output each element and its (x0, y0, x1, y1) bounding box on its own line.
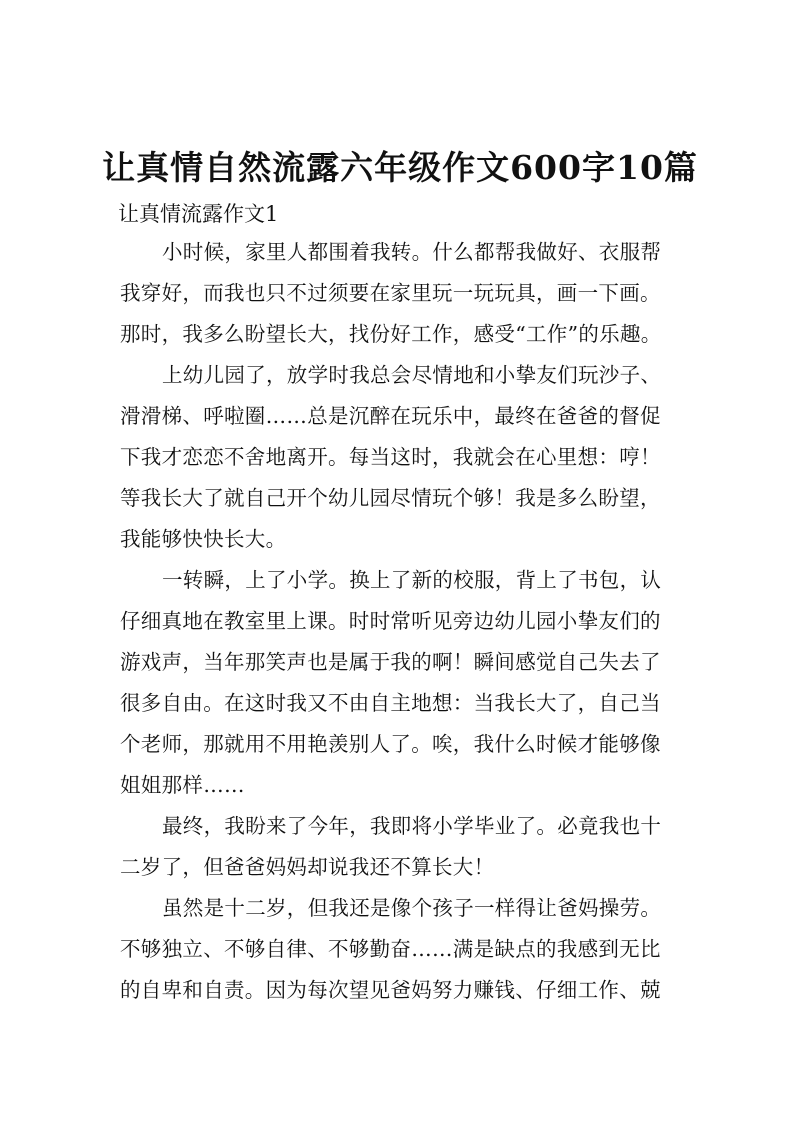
text-line: 下我才恋恋不舍地离开。每当这时，我就会在心里想：哼！ (120, 445, 661, 469)
paragraph-4 (120, 806, 682, 888)
text-line: 姐姐那样…… (120, 773, 245, 797)
text-line: 那时，我多么盼望长大，找份好工作，感受“工作”的乐趣。 (120, 322, 662, 346)
text-line: 小时候，家里人都围着我转。什么都帮我做好、衣服帮 (162, 240, 662, 264)
text-line: 最终，我盼来了今年，我即将小学毕业了。必竟我也十 (162, 814, 662, 838)
text-line: 我能够快快长大。 (120, 527, 287, 551)
text-line: 的自卑和自责。因为每次望见爸妈努力赚钱、仔细工作、兢 (120, 978, 661, 1002)
text-line: 二岁了，但爸爸妈妈却说我还不算长大！ (120, 855, 495, 879)
text-line: 一转瞬，上了小学。换上了新的校服，背上了书包，认 (162, 568, 662, 592)
text-line: 上幼儿园了，放学时我总会尽情地和小挚友们玩沙子、 (162, 363, 662, 387)
text-line: 仔细真地在教室里上课。时时常听见旁边幼儿园小挚友们的 (120, 609, 661, 633)
text-line: 个老师，那就用不用艳羡别人了。唉，我什么时候才能够像 (120, 732, 661, 756)
text-line: 很多自由。在这时我又不由自主地想：当我长大了，自己当 (120, 691, 661, 715)
paragraph-3 (120, 560, 682, 806)
text-line: 不够独立、不够自律、不够勤奋……满是缺点的我感到无比 (120, 937, 661, 961)
document-title: 让真情自然流露六年级作文600字10篇 (102, 148, 698, 188)
text-line: 等我长大了就自己开个幼儿园尽情玩个够！我是多么盼望， (120, 486, 661, 510)
document-body (120, 232, 682, 1011)
section-heading: 让真情流露作文1 (118, 202, 279, 226)
paragraph-1 (120, 232, 682, 355)
text-line: 滑滑梯、呼啦圈……总是沉醉在玩乐中，最终在爸爸的督促 (120, 404, 661, 428)
text-line: 游戏声，当年那笑声也是属于我的啊！瞬间感觉自己失去了 (120, 650, 661, 674)
paragraph-5 (120, 888, 682, 1011)
paragraph-2 (120, 355, 682, 560)
text-line: 虽然是十二岁，但我还是像个孩子一样得让爸妈操劳。 (162, 896, 662, 920)
text-line: 我穿好，而我也只不过须要在家里玩一玩玩具，画一下画。 (120, 281, 661, 305)
